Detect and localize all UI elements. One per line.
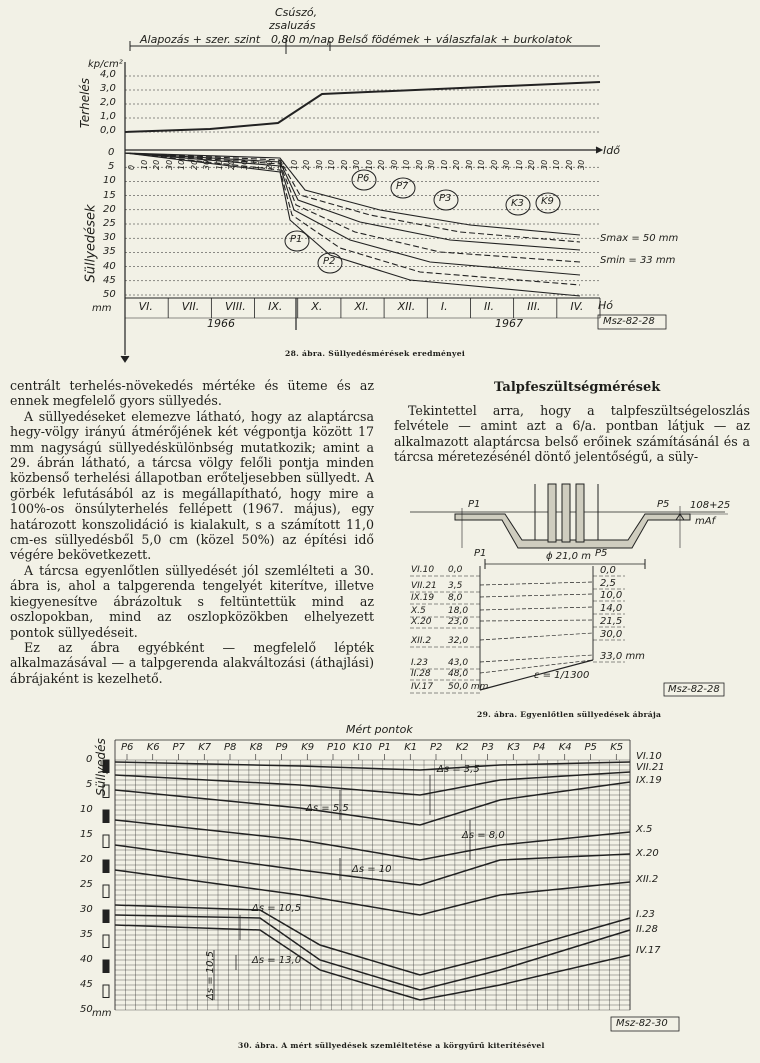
- point-label: K4: [558, 742, 572, 753]
- fig28-phase-b-1: Csúszó,: [275, 6, 318, 19]
- day-tick: 10: [439, 159, 449, 170]
- point-label: P1: [378, 742, 391, 753]
- day-tick: 20: [452, 159, 461, 170]
- day-tick: 20: [527, 159, 536, 170]
- fig28-smax: Smax = 50 mm: [600, 233, 679, 244]
- month-label: III.: [527, 300, 541, 313]
- month-label: XI.: [354, 300, 369, 313]
- day-tick: 10: [364, 159, 374, 170]
- fig30-ref: Msz-82-30: [616, 1018, 668, 1029]
- series-label: VII.21: [636, 762, 665, 773]
- series-label: X.5: [636, 824, 653, 835]
- series-label: II.28: [636, 924, 658, 935]
- fig28-smin: Smin = 33 mm: [600, 255, 676, 266]
- fig28-caption: 28. ábra. Süllyedésmérések eredményei: [285, 349, 466, 358]
- fig29-date: VII.21: [411, 581, 437, 591]
- fig28-month-label: Hó: [598, 299, 614, 312]
- point-label: K5: [610, 742, 624, 753]
- day-tick: 10: [477, 159, 486, 170]
- fig29-date: X.5: [411, 606, 426, 616]
- day-tick: 30: [502, 159, 511, 170]
- y-tick: 35: [80, 929, 93, 940]
- month-label: IX.: [268, 300, 283, 313]
- curve-label: P1: [290, 234, 303, 245]
- day-tick: 0: [127, 164, 136, 170]
- fig29-left-value: 18,0: [448, 606, 469, 616]
- fig29-ref: Msz-82-28: [668, 684, 720, 695]
- curve-label: K9: [541, 196, 554, 207]
- point-label: P2: [430, 742, 443, 753]
- series-label: IX.19: [636, 775, 662, 786]
- fig28-load-label: Terhelés: [78, 77, 93, 129]
- y-tick: 50: [80, 1004, 93, 1015]
- day-tick: 20: [264, 159, 274, 170]
- day-tick: 10: [514, 159, 524, 170]
- point-label: P3: [481, 742, 494, 753]
- fig29-left-value: 3,5: [448, 581, 463, 591]
- settle-tick: 20: [103, 203, 116, 215]
- settlement-curve: [125, 153, 580, 296]
- fig29-elev: 108+25: [690, 500, 731, 511]
- day-tick: 30: [389, 159, 399, 170]
- fig29-elev-unit: mAf: [695, 516, 716, 527]
- fig29-p1-top: P1: [468, 499, 481, 510]
- settle-tick: 30: [103, 232, 116, 244]
- settle-tick: 25: [103, 218, 116, 229]
- fig29-right-value: 30,0: [600, 629, 623, 640]
- fig28-ref: Msz-82-28: [603, 316, 655, 327]
- fig28-load-unit: kp/cm²: [88, 59, 123, 70]
- series-label: I.23: [636, 909, 655, 920]
- point-label: K7: [198, 742, 212, 753]
- series-label: XII.2: [636, 874, 659, 885]
- month-label: X.: [311, 300, 323, 313]
- series-label: VI.10: [636, 751, 662, 762]
- fig29-span: ϕ 21,0 m: [546, 551, 591, 562]
- delta-label: Δs = 13,0: [252, 955, 302, 966]
- day-tick: 20: [489, 159, 499, 170]
- day-tick: 30: [239, 159, 249, 170]
- load-tick: 3,0: [100, 83, 116, 94]
- y-tick: 20: [80, 854, 93, 865]
- fig28-year-b: 1967: [495, 317, 523, 330]
- left-paragraph-3: A tárcsa egyenlőtlen süllyedését jól szemlélteti a 30. ábra is, ahol a talpgerenda tengelyét kiterítve, illetve kiegyenesítve ábrázoltuk s feltüntettük mind az oszlopokban, mind az oszlopközökben elhelyezett pontok süllyedéseit.: [10, 562, 374, 640]
- fig29-left-value: 0,0: [448, 565, 463, 575]
- fig29-date: XII.2: [411, 636, 432, 646]
- day-tick: 20: [227, 159, 236, 170]
- fig29-date: VI.10: [411, 565, 435, 575]
- fig29-left-value: 48,0: [448, 669, 469, 679]
- load-tick: 0,0: [100, 125, 116, 136]
- delta-label: Δs = 5,5: [306, 803, 349, 814]
- day-tick: 30: [277, 159, 286, 170]
- day-tick: 20: [152, 159, 161, 170]
- day-tick: 20: [564, 159, 574, 170]
- day-tick: 30: [427, 159, 436, 170]
- fig29-right-value: 21,5: [600, 616, 623, 627]
- point-label: K6: [146, 742, 160, 753]
- fig29-date: X.20: [411, 617, 432, 627]
- day-tick: 20: [377, 159, 386, 170]
- fig28-phase-b-2: zsaluzás: [269, 19, 316, 32]
- fig29-date: IX.19: [411, 593, 435, 603]
- day-tick: 30: [164, 159, 174, 170]
- point-label: K9: [301, 742, 315, 753]
- settle-tick: 0: [108, 147, 115, 158]
- settle-tick: 40: [103, 260, 116, 272]
- fig29-right-value: 2,5: [600, 578, 616, 589]
- y-tick: 15: [80, 829, 93, 840]
- fig30-y-unit: mm: [92, 1008, 112, 1019]
- fig29-date: IV.17: [411, 682, 434, 692]
- day-tick: 10: [327, 159, 336, 170]
- left-paragraph-4: Ez az ábra egyébként — megfelelő lépték alkalmazásával — a talpgerenda alakváltozási (áthajlási) ábrájaként is kezelhető.: [10, 639, 374, 686]
- right-paragraph-1: Tekintettel arra, hogy a talpfeszültségeloszlás felvétele — amint azt a 6/a. pontban látjuk — az alkalmazott alaptárcsa belső erőinek számításánál és a tárcsa méretezésénél döntő jelentőségű, a süly-: [394, 403, 750, 465]
- day-tick: 30: [539, 159, 549, 170]
- fig28-settle-unit: mm: [92, 303, 112, 314]
- day-tick: 30: [464, 159, 474, 170]
- fig29-right-value: 14,0: [600, 603, 623, 614]
- day-tick: 20: [414, 159, 424, 170]
- point-label: P4: [533, 742, 546, 753]
- month-label: XII.: [397, 300, 416, 313]
- figure-30: [103, 740, 679, 1031]
- delta-label: Δs = 10,5: [205, 950, 217, 1001]
- delta-label: Δs = 3,5: [437, 764, 480, 775]
- fig28-phase-a: Alapozás + szer. szint: [140, 33, 261, 46]
- fig28-phase-c: Belső födémek + válaszfalak + burkolatok: [338, 33, 573, 46]
- fig29-slope: ε = 1/1300: [534, 670, 590, 681]
- fig28-time-label: Idő: [603, 144, 620, 157]
- day-tick: 30: [577, 159, 586, 170]
- fig29-left-value: 50,0 mm: [448, 682, 489, 692]
- day-tick: 10: [402, 159, 411, 170]
- point-label: P5: [584, 742, 597, 753]
- point-label: P6: [121, 742, 134, 753]
- point-label: K10: [352, 742, 373, 753]
- fig29-left-value: 8,0: [448, 593, 463, 603]
- fig28-year-a: 1966: [207, 317, 235, 330]
- y-tick: 45: [80, 979, 93, 990]
- right-heading: Talpfeszültségmérések: [494, 380, 661, 395]
- month-label: II.: [484, 300, 495, 313]
- point-label: K2: [455, 742, 469, 753]
- fig30-y-label: Süllyedés: [93, 738, 108, 796]
- curve-label: P2: [323, 256, 336, 267]
- day-tick: 20: [189, 159, 199, 170]
- day-tick: 10: [214, 159, 224, 170]
- day-tick: 20: [339, 159, 349, 170]
- day-tick: 10: [289, 159, 299, 170]
- settle-tick: 35: [103, 246, 116, 258]
- month-label: I.: [440, 300, 448, 313]
- settle-tick: 15: [103, 189, 116, 201]
- left-paragraph-2: A süllyedéseket elemezve látható, hogy az alaptárcsa hegy-völgy irányú átmérőjének két végpontja között 17 mm nagyságú süllyedéskülönbség mutatkozik; amint a 29. ábrán látható, a tárcsa völgy felőli pontja minden közbenső terhelési állapotban erőteljesebben süllyedt. A görbék lefutásából az is megállapítható, hogy mire a 100%-os önsúlyterhelés fellépett (1967. május), egy határozott konszolidáció is kialakult, s a számított 11,0 cm-es süllyedésből 5,0 cm (közel 50%) az építési idő végére bekövetkezett.: [10, 408, 374, 563]
- fig29-p5-bottom: P5: [595, 548, 608, 559]
- month-label: VIII.: [224, 300, 246, 313]
- curve-label: P7: [396, 181, 409, 192]
- day-tick: 20: [302, 159, 311, 170]
- point-label: P7: [172, 742, 185, 753]
- load-tick: 1,0: [100, 111, 116, 122]
- fig29-p1-bottom: P1: [474, 548, 487, 559]
- day-tick: 10: [177, 159, 186, 170]
- fig29-p5-top: P5: [657, 499, 670, 510]
- point-label: P10: [327, 742, 346, 753]
- fig29-left-value: 43,0: [448, 658, 469, 668]
- figure-28: [121, 38, 666, 362]
- fig29-date: II.28: [411, 669, 431, 679]
- settle-tick: 10: [103, 175, 116, 187]
- delta-label: Δs = 10,5: [252, 903, 302, 914]
- y-tick: 5: [86, 779, 93, 790]
- curve-label: P3: [439, 193, 452, 204]
- y-tick: 30: [80, 904, 93, 915]
- fig29-right-value: 0,0: [600, 565, 616, 576]
- series-label: IV.17: [636, 945, 661, 956]
- point-label: K3: [507, 742, 521, 753]
- day-tick: 30: [314, 159, 324, 170]
- month-label: VII.: [181, 300, 200, 313]
- fig29-caption: 29. ábra. Egyenlőtlen süllyedések ábrája: [477, 710, 662, 719]
- point-label: P9: [275, 742, 288, 753]
- month-label: VI.: [138, 300, 153, 313]
- fig29-right-value: 33,0 mm: [600, 651, 645, 662]
- fig29-date: I.23: [411, 658, 428, 668]
- y-tick: 0: [86, 754, 93, 765]
- fig29-right-value: 10,0: [600, 590, 623, 601]
- point-label: P8: [224, 742, 237, 753]
- y-tick: 10: [80, 804, 93, 815]
- load-tick: 2,0: [100, 97, 116, 108]
- curve-label: K3: [511, 198, 524, 209]
- load-curve: [125, 82, 600, 132]
- fig30-caption: 30. ábra. A mért süllyedések szemléltetése a körgyűrű kiterítésével: [238, 1041, 545, 1050]
- settle-tick: 5: [108, 161, 115, 173]
- y-tick: 25: [80, 879, 93, 890]
- day-tick: 10: [139, 159, 149, 170]
- left-paragraph-1: centrált terhelés-növekedés mértéke és üteme és az ennek megfelelő gyors süllyedés.: [10, 378, 374, 409]
- point-label: K8: [249, 742, 263, 753]
- curve-label: P6: [357, 173, 370, 184]
- day-tick: 30: [352, 159, 361, 170]
- y-tick: 40: [80, 954, 93, 965]
- delta-label: Δs = 8,0: [462, 830, 505, 841]
- fig28-settle-label: Süllyedések: [83, 204, 99, 283]
- load-tick: 4,0: [100, 69, 116, 80]
- delta-label: Δs = 10: [352, 864, 392, 875]
- fig29-left-value: 23,0: [448, 617, 469, 627]
- day-tick: 10: [552, 159, 561, 170]
- fig30-title: Mért pontok: [346, 723, 413, 736]
- month-label: IV.: [570, 300, 584, 313]
- left-column: [10, 378, 374, 686]
- settle-tick: 45: [103, 274, 116, 286]
- day-tick: 30: [202, 159, 211, 170]
- right-column: [394, 403, 750, 465]
- settle-tick: 50: [103, 289, 116, 300]
- series-label: X.20: [636, 848, 659, 859]
- day-tick: 10: [252, 159, 261, 170]
- fig28-phase-b-rate: 0,80 m/nap: [271, 33, 335, 46]
- fig29-left-value: 32,0: [448, 636, 469, 646]
- point-label: K1: [404, 742, 418, 753]
